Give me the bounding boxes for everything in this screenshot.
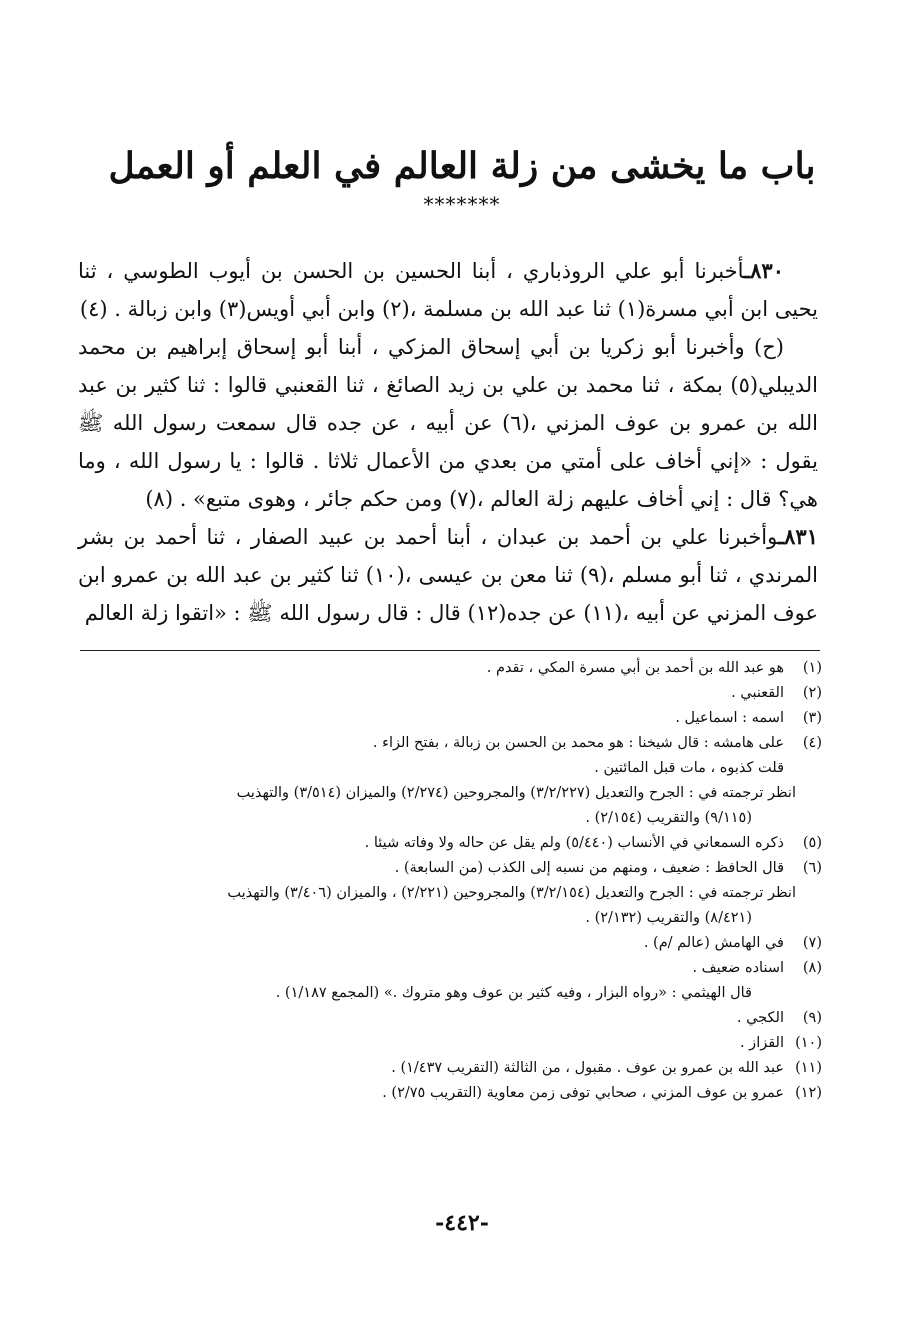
footnote-number: (٨) xyxy=(802,960,822,976)
paragraph-text: أخبرنا أبو علي الروذباري ، أبنا الحسين بن الحسن بن أيوب الطوسي ، ثنا يحيى ابن أبي مسرة(١) ثنا عبد الله بن مسلمة ،(٢) وابن أبي أويس(٣) وابن زبالة . (٤) xyxy=(78,259,818,321)
footnote-number: (٥) xyxy=(802,835,822,851)
footnote-number: (٦) xyxy=(802,860,822,876)
footnote-6-reference-continued: (٨/٤٢١) والتقريب (٢/١٣٢) . xyxy=(585,910,752,926)
footnote-text: في الهامش (عالم /م) . xyxy=(643,935,784,951)
paragraph-ha xyxy=(78,328,818,518)
footnote-8 xyxy=(82,956,822,981)
footnote-1 xyxy=(82,656,822,681)
footnote-number: (١١) xyxy=(795,1060,822,1076)
footnote-divider xyxy=(80,650,820,651)
footnote-text: عبد الله بن عمرو بن عوف . مقبول ، من الثالثة (التقريب ١/٤٣٧) . xyxy=(391,1060,784,1076)
footnote-number: (٣) xyxy=(802,710,822,726)
footnote-5 xyxy=(82,831,822,856)
paragraph-text: وأخبرنا علي بن أحمد بن عبدان ، أبنا أحمد بن عبيد الصفار ، ثنا أحمد بن بشر المرندي ، ثنا أبو مسلم ،(٩) ثنا معن بن عيسى ،(١٠) ثنا كثير بن عبد الله بن عمرو ابن عوف المزني عن أبيه ،(١١) عن جده(١٢) قال : قال رسول الله ﷺ : «اتقوا زلة العالم xyxy=(78,525,818,625)
footnote-text: القعنبي . xyxy=(731,685,784,701)
footnote-4-reference: انظر ترجمته في : الجرح والتعديل (٣/٢/٢٢٧) والمجروحين (٢/٢٧٤) والميزان (٣/٥١٤) والتهذيب xyxy=(236,785,796,801)
footnote-text: القزاز . xyxy=(739,1035,784,1051)
footnote-text: الكجي . xyxy=(736,1010,784,1026)
chapter-title: باب ما يخشى من زلة العالم في العلم أو العمل xyxy=(108,145,816,187)
footnote-4-continuation: قلت كذبوه ، مات قبل المائتين . xyxy=(594,760,784,776)
paragraph-text: (ح) وأخبرنا أبو زكريا بن أبي إسحاق المزكي ، أبنا أبو إسحاق إبراهيم بن محمد الديبلي(٥) بمكة ، ثنا محمد بن علي بن زيد الصائغ ، ثنا القعنبي قالوا : ثنا كثير بن عبد الله بن عمرو بن عوف المزني ،(٦) عن أبيه ، عن جده قال سمعت رسول الله ﷺ يقول : «إني أخاف على أمتي من بعدي من الأعمال ثلاثا . قالوا : يا رسول الله ، وما هي؟ قال : إني أخاف عليهم زلة العالم ،(٧) ومن حكم جائر ، وهوى متبع» . (٨) xyxy=(78,335,818,511)
footnote-text: اسمه : اسماعيل . xyxy=(675,710,784,726)
footnote-8-reference: قال الهيثمي : «رواه البزار ، وفيه كثير بن عوف وهو متروك .» (المجمع ١/١٨٧) . xyxy=(275,985,752,1001)
footnote-12 xyxy=(82,1081,822,1106)
footnote-number: (١) xyxy=(802,660,822,676)
footnote-2 xyxy=(82,681,822,706)
footnote-7 xyxy=(82,931,822,956)
footnote-text: عمرو بن عوف المزني ، صحابي توفى زمن معاوية (التقريب ٢/٧٥) . xyxy=(382,1085,784,1101)
footnote-number: (٩) xyxy=(802,1010,822,1026)
footnote-number: (٢) xyxy=(802,685,822,701)
paragraph-830 xyxy=(78,252,818,328)
footnote-6-reference: انظر ترجمته في : الجرح والتعديل (٣/٢/١٥٤) والمجروحين (٢/٢٢١) ، والميزان (٣/٤٠٦) والتهذيب xyxy=(227,885,796,901)
footnote-text: ذكره السمعاني في الأنساب (٥/٤٤٠) ولم يقل عن حاله ولا وفاته شيئا . xyxy=(364,835,784,851)
main-text xyxy=(78,252,818,632)
footnote-10 xyxy=(82,1031,822,1056)
footnote-number: (٧) xyxy=(802,935,822,951)
hadith-number: ٨٣١ـ xyxy=(778,524,818,549)
footnote-4-reference-continued: (٩/١١٥) والتقريب (٢/١٥٤) . xyxy=(585,810,752,826)
footnote-text: هو عبد الله بن أحمد بن أبي مسرة المكي ، تقدم . xyxy=(486,660,784,676)
hadith-number: ٨٣٠ـ xyxy=(744,258,784,283)
footnote-number: (١٢) xyxy=(795,1085,822,1101)
footnote-9 xyxy=(82,1006,822,1031)
page-number: -٤٤٢- xyxy=(435,1210,489,1236)
footnote-number: (٤) xyxy=(802,735,822,751)
footnote-4 xyxy=(82,731,822,756)
footnote-number: (١٠) xyxy=(795,1035,822,1051)
footnote-text: اسناده ضعيف . xyxy=(692,960,784,976)
footnote-6 xyxy=(82,856,822,881)
footnotes xyxy=(82,656,822,1106)
footnote-3 xyxy=(82,706,822,731)
footnote-11 xyxy=(82,1056,822,1081)
footnote-text: قال الحافظ : ضعيف ، ومنهم من نسبه إلى الكذب (من السابعة) . xyxy=(394,860,784,876)
title-ornament: ******* xyxy=(423,192,501,216)
paragraph-831 xyxy=(78,518,818,632)
footnote-text: على هامشه : قال شيخنا : هو محمد بن الحسن بن زبالة ، بفتح الزاء . xyxy=(372,735,784,751)
